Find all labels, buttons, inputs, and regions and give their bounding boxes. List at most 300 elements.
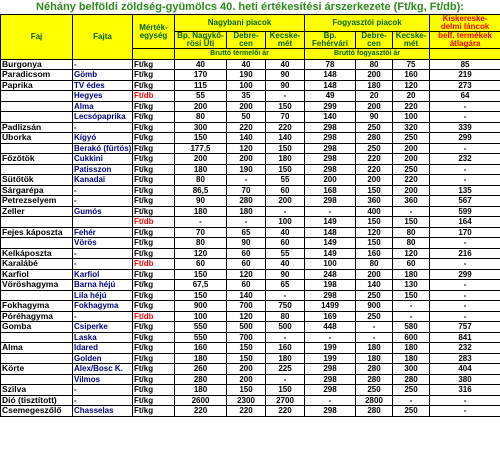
cell-price: 100 bbox=[266, 217, 305, 228]
cell-price: 180 bbox=[356, 80, 393, 91]
table-row bbox=[1, 164, 500, 175]
cell-price: 160 bbox=[266, 343, 305, 354]
cell-fajta: Fokhagyma bbox=[73, 301, 133, 312]
cell-price: 150 bbox=[227, 353, 266, 364]
table-row bbox=[1, 112, 500, 123]
cell-price: 220 bbox=[227, 122, 266, 133]
cell-price: 380 bbox=[430, 374, 500, 385]
cell-fajta: - bbox=[73, 196, 133, 207]
cell-fajta: Idared bbox=[73, 343, 133, 354]
cell-price: 220 bbox=[393, 175, 430, 186]
table-row bbox=[1, 406, 500, 417]
cell-price: - bbox=[430, 238, 500, 249]
table-row bbox=[1, 227, 500, 238]
table-row bbox=[1, 143, 500, 154]
cell-price: 220 bbox=[356, 164, 393, 175]
table-row bbox=[1, 364, 500, 375]
cell-price: 40 bbox=[266, 259, 305, 270]
cell-price: 280 bbox=[175, 374, 227, 385]
cell-price: 40 bbox=[175, 59, 227, 70]
cell-fajta: Berakó (fürtös) bbox=[74, 143, 132, 153]
cell-price: 170 bbox=[430, 227, 500, 238]
cell-faj bbox=[1, 238, 73, 249]
cell-price: 100 bbox=[393, 112, 430, 123]
cell-price: 250 bbox=[356, 143, 393, 154]
table-row bbox=[1, 280, 500, 291]
header-col-bp-nagykorosi: Bp. Nagykő- rösi Úti bbox=[175, 32, 227, 49]
cell-price: 90 bbox=[227, 238, 266, 249]
cell-price: 841 bbox=[430, 332, 500, 343]
cell-price: - bbox=[266, 332, 305, 343]
cell-fajta: Kanadai bbox=[73, 175, 133, 186]
cell-faj: Burgonya bbox=[1, 59, 73, 70]
cell-faj: Sárgarépa bbox=[1, 185, 73, 196]
cell-price: 298 bbox=[305, 196, 356, 207]
cell-price: 200 bbox=[393, 143, 430, 154]
cell-price: 148 bbox=[305, 80, 356, 91]
cell-unit: Ft/kg bbox=[133, 112, 175, 123]
cell-price: - bbox=[305, 206, 356, 217]
cell-faj bbox=[1, 101, 73, 112]
header-faj: Faj bbox=[1, 15, 73, 60]
cell-price: 232 bbox=[430, 343, 500, 354]
cell-price: 199 bbox=[305, 343, 356, 354]
cell-price: 100 bbox=[227, 80, 266, 91]
cell-price: 150 bbox=[356, 185, 393, 196]
cell-faj: Petrezselyem bbox=[1, 196, 73, 207]
cell-price: 149 bbox=[305, 217, 356, 228]
table-row bbox=[1, 133, 500, 144]
table-row bbox=[1, 185, 500, 196]
cell-fajta: Lila héjú bbox=[73, 290, 133, 301]
cell-price: 148 bbox=[305, 70, 356, 81]
header-col-retail: belf. termékek átlagára bbox=[430, 32, 500, 49]
cell-price: 140 bbox=[227, 290, 266, 301]
cell-price: 400 bbox=[356, 206, 393, 217]
cell-price: 160 bbox=[175, 343, 227, 354]
cell-unit: Ft/kg bbox=[133, 364, 175, 375]
cell-price: 60 bbox=[393, 259, 430, 270]
table-row bbox=[1, 238, 500, 249]
cell-faj: Karalábé bbox=[1, 259, 73, 270]
header-unit-blank bbox=[133, 49, 175, 60]
cell-unit: Ft/db bbox=[133, 217, 175, 228]
table-row bbox=[1, 322, 500, 333]
cell-price: 200 bbox=[356, 175, 393, 186]
cell-price: - bbox=[393, 206, 430, 217]
cell-price: 80 bbox=[266, 311, 305, 322]
cell-faj: Körte bbox=[1, 364, 73, 375]
cell-price: 150 bbox=[266, 385, 305, 396]
cell-fajta: Alma bbox=[73, 101, 133, 112]
table-row bbox=[1, 122, 500, 133]
cell-unit: Ft/kg bbox=[133, 290, 175, 301]
cell-price: 160 bbox=[393, 70, 430, 81]
cell-price: 120 bbox=[227, 143, 266, 154]
cell-fajta: Patisszon bbox=[73, 164, 133, 175]
cell-price: 75 bbox=[393, 59, 430, 70]
cell-price: 20 bbox=[356, 91, 393, 102]
cell-price: - bbox=[430, 290, 500, 301]
cell-price: 90 bbox=[175, 196, 227, 207]
cell-price: 180 bbox=[175, 385, 227, 396]
cell-price: 60 bbox=[266, 185, 305, 196]
cell-fajta: Gömb bbox=[73, 70, 133, 81]
cell-price: 65 bbox=[266, 280, 305, 291]
cell-price: 600 bbox=[393, 332, 430, 343]
cell-price: 150 bbox=[175, 269, 227, 280]
cell-price: 60 bbox=[266, 238, 305, 249]
cell-unit: Ft/kg bbox=[133, 248, 175, 259]
cell-price: 70 bbox=[175, 227, 227, 238]
cell-price: 200 bbox=[305, 175, 356, 186]
cell-price: 700 bbox=[227, 332, 266, 343]
header-wholesale-group: Nagybani piacok bbox=[175, 15, 305, 32]
cell-price: - bbox=[266, 374, 305, 385]
cell-price: 90 bbox=[266, 70, 305, 81]
cell-price: 180 bbox=[175, 353, 227, 364]
cell-fajta: Lecsópaprika bbox=[73, 112, 133, 123]
cell-price: 180 bbox=[175, 164, 227, 175]
cell-price: 85 bbox=[430, 59, 500, 70]
cell-price: 40 bbox=[266, 59, 305, 70]
header-col-debrecen-2: Debre- cen bbox=[356, 32, 393, 49]
cell-price: 280 bbox=[356, 406, 393, 417]
header-unit: Mérték- egység bbox=[133, 15, 175, 49]
cell-price: 298 bbox=[305, 385, 356, 396]
header-col-kecskemet-2: Kecske- mét bbox=[393, 32, 430, 49]
cell-fajta: Cukkini bbox=[73, 154, 133, 165]
cell-price: 360 bbox=[356, 196, 393, 207]
cell-fajta: Gumós bbox=[73, 206, 133, 217]
cell-faj bbox=[1, 332, 73, 343]
cell-price: 149 bbox=[305, 248, 356, 259]
cell-fajta: TV édes bbox=[73, 80, 133, 91]
table-row bbox=[1, 101, 500, 112]
cell-faj: Padlizsán bbox=[1, 122, 73, 133]
cell-faj bbox=[1, 353, 73, 364]
cell-price: 567 bbox=[430, 196, 500, 207]
table-row bbox=[1, 269, 500, 280]
cell-faj: Gomba bbox=[1, 322, 73, 333]
cell-price: 64 bbox=[430, 91, 500, 102]
cell-price: - bbox=[430, 112, 500, 123]
cell-price: 70 bbox=[227, 185, 266, 196]
cell-price: 200 bbox=[356, 269, 393, 280]
cell-price: - bbox=[266, 290, 305, 301]
cell-price: - bbox=[430, 259, 500, 270]
cell-fajta: - bbox=[73, 311, 133, 322]
cell-price: 248 bbox=[305, 269, 356, 280]
cell-price: 900 bbox=[175, 301, 227, 312]
cell-price: 250 bbox=[393, 385, 430, 396]
cell-unit: Ft/kg bbox=[133, 70, 175, 81]
cell-price: 190 bbox=[227, 164, 266, 175]
cell-price: - bbox=[227, 175, 266, 186]
cell-price: 900 bbox=[356, 301, 393, 312]
cell-price: 216 bbox=[430, 248, 500, 259]
cell-price: 1499 bbox=[305, 301, 356, 312]
cell-price: 750 bbox=[266, 301, 305, 312]
cell-price: 40 bbox=[266, 227, 305, 238]
table-row bbox=[1, 196, 500, 207]
cell-unit: Ft/kg bbox=[133, 374, 175, 385]
cell-price: 135 bbox=[430, 185, 500, 196]
cell-unit: Ft/db bbox=[133, 311, 175, 322]
cell-price: 500 bbox=[266, 322, 305, 333]
cell-price: 280 bbox=[356, 374, 393, 385]
cell-fajta: - bbox=[73, 248, 133, 259]
cell-price: 60 bbox=[227, 248, 266, 259]
cell-price: 100 bbox=[305, 259, 356, 270]
cell-price: - bbox=[175, 217, 227, 228]
cell-fajta: Vörös bbox=[73, 238, 133, 249]
cell-price: 177,5 bbox=[175, 143, 227, 154]
table-row bbox=[1, 70, 500, 81]
cell-faj: Csemegeszőlő bbox=[1, 406, 73, 417]
cell-price: 140 bbox=[356, 280, 393, 291]
cell-price: 160 bbox=[356, 248, 393, 259]
cell-price: - bbox=[430, 301, 500, 312]
cell-price: 220 bbox=[393, 101, 430, 112]
cell-faj: Sütőtök bbox=[1, 175, 73, 186]
page-title: Néhány belföldi zöldség-gyümölcs 40. heti értékesítési árszerkezete (Ft/kg, Ft/db): bbox=[36, 1, 464, 13]
cell-price: 580 bbox=[393, 322, 430, 333]
cell-price: 80 bbox=[175, 238, 227, 249]
cell-unit: Ft/kg bbox=[133, 80, 175, 91]
cell-price: 199 bbox=[305, 353, 356, 364]
cell-price: 360 bbox=[393, 196, 430, 207]
cell-price: 339 bbox=[430, 122, 500, 133]
table-row bbox=[1, 290, 500, 301]
cell-price: - bbox=[430, 101, 500, 112]
cell-unit: Ft/kg bbox=[133, 133, 175, 144]
cell-price: 200 bbox=[266, 196, 305, 207]
cell-price: - bbox=[393, 395, 430, 406]
table-row bbox=[1, 175, 500, 186]
cell-fajta: - bbox=[73, 59, 133, 70]
cell-price: 115 bbox=[175, 80, 227, 91]
cell-price: 35 bbox=[227, 91, 266, 102]
cell-price: 260 bbox=[175, 364, 227, 375]
cell-fajta: Kígyó bbox=[73, 133, 133, 144]
cell-price: 150 bbox=[393, 290, 430, 301]
cell-price: 550 bbox=[175, 322, 227, 333]
cell-fajta: - bbox=[73, 385, 133, 396]
cell-price: 298 bbox=[305, 133, 356, 144]
cell-price: 120 bbox=[393, 80, 430, 91]
cell-price: 120 bbox=[393, 248, 430, 259]
cell-price: 500 bbox=[227, 322, 266, 333]
table-row bbox=[1, 154, 500, 165]
cell-faj: Dió (tisztított) bbox=[1, 395, 73, 406]
cell-price: 78 bbox=[305, 59, 356, 70]
cell-faj: Fejes káposzta bbox=[1, 227, 73, 238]
cell-price: 298 bbox=[305, 374, 356, 385]
cell-price: 200 bbox=[227, 364, 266, 375]
cell-price: 220 bbox=[227, 406, 266, 417]
cell-price: 90 bbox=[266, 80, 305, 91]
cell-price: 60 bbox=[175, 259, 227, 270]
cell-price: 170 bbox=[175, 70, 227, 81]
table-row bbox=[1, 332, 500, 343]
cell-price: 225 bbox=[266, 364, 305, 375]
cell-price: 404 bbox=[430, 364, 500, 375]
cell-unit: Ft/kg bbox=[133, 395, 175, 406]
cell-fajta: Karfiol bbox=[73, 269, 133, 280]
cell-fajta bbox=[73, 217, 133, 228]
cell-price: 2700 bbox=[266, 395, 305, 406]
header-col-kecskemet-1: Kecske- mét bbox=[266, 32, 305, 49]
cell-unit: Ft/kg bbox=[133, 322, 175, 333]
table-row bbox=[1, 217, 500, 228]
cell-faj bbox=[1, 91, 73, 102]
cell-price: 180 bbox=[356, 353, 393, 364]
table-row bbox=[1, 385, 500, 396]
cell-price: - bbox=[305, 332, 356, 343]
cell-unit: Ft/kg bbox=[133, 154, 175, 165]
table-row bbox=[1, 259, 500, 270]
header-consumer-group: Fogyasztói piacok bbox=[305, 15, 430, 32]
cell-price: 120 bbox=[356, 227, 393, 238]
cell-price: 100 bbox=[175, 311, 227, 322]
cell-price: 300 bbox=[175, 122, 227, 133]
cell-unit: Ft/kg bbox=[133, 185, 175, 196]
cell-fajta: Vilmos bbox=[73, 374, 133, 385]
cell-price: 80 bbox=[175, 112, 227, 123]
cell-faj: Póréhagyma bbox=[1, 311, 73, 322]
cell-price: 220 bbox=[266, 406, 305, 417]
cell-faj: Paprika bbox=[1, 80, 73, 91]
table-row bbox=[1, 206, 500, 217]
cell-unit: Ft/kg bbox=[133, 143, 175, 154]
cell-price: 150 bbox=[266, 143, 305, 154]
cell-unit: Ft/kg bbox=[133, 332, 175, 343]
cell-price: 86,5 bbox=[175, 185, 227, 196]
cell-faj: Paradicsom bbox=[1, 70, 73, 81]
cell-faj bbox=[1, 143, 73, 154]
cell-price: 90 bbox=[356, 112, 393, 123]
cell-price: 298 bbox=[305, 143, 356, 154]
cell-price: - bbox=[430, 175, 500, 186]
cell-price: 49 bbox=[305, 91, 356, 102]
cell-unit: Ft/kg bbox=[133, 280, 175, 291]
cell-price: 130 bbox=[393, 280, 430, 291]
cell-fajta: Golden bbox=[73, 353, 133, 364]
cell-price: 2300 bbox=[227, 395, 266, 406]
cell-price: 200 bbox=[175, 154, 227, 165]
cell-price: 299 bbox=[305, 101, 356, 112]
cell-fajta: Barna héjú bbox=[73, 280, 133, 291]
cell-faj: Szilva bbox=[1, 385, 73, 396]
cell-price: 298 bbox=[305, 122, 356, 133]
cell-faj: Kelkáposzta bbox=[1, 248, 73, 259]
cell-price: 150 bbox=[227, 385, 266, 396]
cell-faj bbox=[1, 164, 73, 175]
cell-price: 120 bbox=[175, 248, 227, 259]
cell-faj: Vöröshagyma bbox=[1, 280, 73, 291]
cell-price: - bbox=[430, 280, 500, 291]
cell-price: 140 bbox=[305, 112, 356, 123]
cell-price: 168 bbox=[305, 185, 356, 196]
cell-price: 298 bbox=[305, 290, 356, 301]
cell-faj: Karfiol bbox=[1, 269, 73, 280]
table-row bbox=[1, 353, 500, 364]
cell-price: 150 bbox=[175, 290, 227, 301]
cell-fajta: - bbox=[73, 259, 133, 270]
cell-price: 250 bbox=[393, 164, 430, 175]
subheader-consumer: Bruttó fogyasztói ár bbox=[305, 49, 430, 60]
cell-price: 140 bbox=[266, 133, 305, 144]
cell-price: 316 bbox=[430, 385, 500, 396]
cell-price: 198 bbox=[305, 280, 356, 291]
cell-price: 220 bbox=[175, 406, 227, 417]
cell-unit: Ft/kg bbox=[133, 206, 175, 217]
cell-price: - bbox=[393, 301, 430, 312]
price-table bbox=[0, 14, 500, 417]
cell-price: 80 bbox=[356, 59, 393, 70]
cell-faj bbox=[1, 217, 73, 228]
cell-price: - bbox=[266, 206, 305, 217]
cell-price: 250 bbox=[393, 133, 430, 144]
cell-price: 55 bbox=[266, 175, 305, 186]
cell-price: 700 bbox=[227, 301, 266, 312]
header-retail-group: Kiskereske- delmi láncok bbox=[430, 15, 500, 32]
cell-faj: Zeller bbox=[1, 206, 73, 217]
cell-faj bbox=[1, 374, 73, 385]
cell-price: 757 bbox=[430, 322, 500, 333]
cell-price: 80 bbox=[393, 238, 430, 249]
cell-price: 180 bbox=[393, 269, 430, 280]
cell-price: 250 bbox=[356, 311, 393, 322]
cell-price: - bbox=[305, 395, 356, 406]
cell-price: 60 bbox=[227, 259, 266, 270]
cell-unit: Ft/kg bbox=[133, 343, 175, 354]
cell-price: 180 bbox=[356, 343, 393, 354]
table-row bbox=[1, 395, 500, 406]
cell-price: 300 bbox=[393, 364, 430, 375]
cell-price: 65 bbox=[227, 227, 266, 238]
cell-faj: Alma bbox=[1, 343, 73, 354]
cell-price: 250 bbox=[393, 406, 430, 417]
cell-price: 55 bbox=[266, 248, 305, 259]
cell-price: 298 bbox=[305, 154, 356, 165]
cell-price: 200 bbox=[393, 185, 430, 196]
cell-price: - bbox=[266, 91, 305, 102]
cell-price: 140 bbox=[227, 133, 266, 144]
table-row bbox=[1, 311, 500, 322]
cell-price: 280 bbox=[227, 196, 266, 207]
cell-price: 67,5 bbox=[175, 280, 227, 291]
cell-price: 200 bbox=[356, 70, 393, 81]
cell-price: 232 bbox=[430, 154, 500, 165]
cell-unit: Ft/db bbox=[133, 259, 175, 270]
cell-price: 219 bbox=[430, 70, 500, 81]
cell-price: 250 bbox=[356, 385, 393, 396]
cell-price: 550 bbox=[175, 332, 227, 343]
cell-unit: Ft/kg bbox=[133, 353, 175, 364]
cell-price: 220 bbox=[356, 154, 393, 165]
cell-price: 150 bbox=[266, 101, 305, 112]
cell-fajta: Fehér bbox=[73, 227, 133, 238]
cell-unit: Ft/kg bbox=[133, 122, 175, 133]
cell-price: - bbox=[430, 395, 500, 406]
cell-price: 20 bbox=[393, 91, 430, 102]
cell-price: 50 bbox=[227, 112, 266, 123]
cell-price: 2800 bbox=[356, 395, 393, 406]
cell-price: 150 bbox=[227, 343, 266, 354]
cell-price: 220 bbox=[266, 122, 305, 133]
